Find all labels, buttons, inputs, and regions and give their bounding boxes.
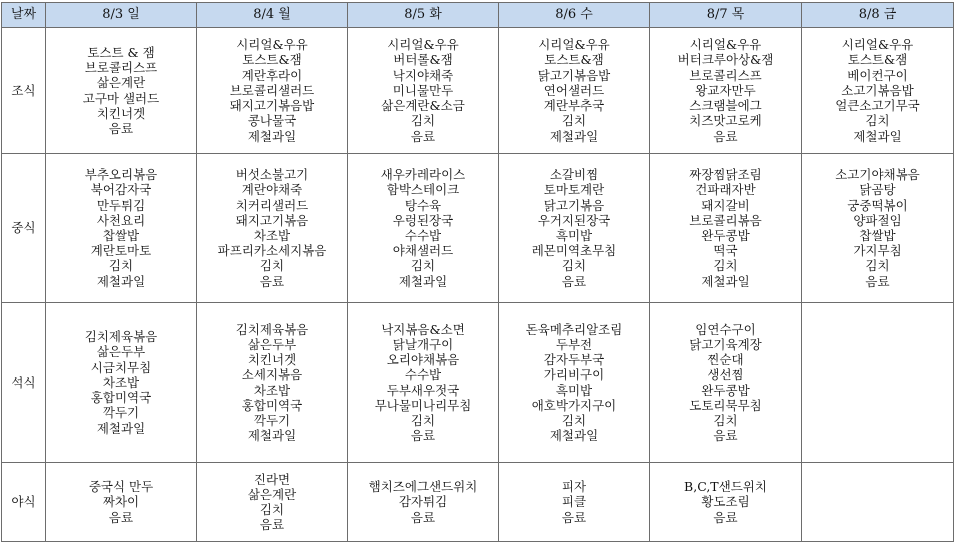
meal-row-lunch: [2, 154, 954, 303]
menu-item: 고구마 샐러드: [82, 90, 160, 106]
menu-item: 홍합미역국: [90, 390, 152, 406]
menu-item: 토스트&잼: [242, 52, 302, 68]
menu-item: 토스트&잼: [544, 52, 604, 68]
menu-cell: [46, 28, 197, 154]
menu-item: 차조밥: [102, 374, 140, 390]
menu-item: 김치: [865, 258, 890, 274]
menu-item: 깍두기: [102, 405, 140, 421]
menu-item: 치킨너겟: [247, 352, 297, 368]
menu-item: 김치: [108, 258, 134, 274]
menu-cell: [650, 463, 802, 542]
menu-item: 생선찜: [707, 367, 744, 383]
menu-item: 돼지갈비: [701, 197, 750, 213]
menu-item: 닭곰탕: [859, 182, 896, 198]
menu-item: 김치제육볶음: [84, 329, 158, 345]
menu-item: 베이컨구이: [847, 67, 908, 83]
menu-item: 음료: [713, 509, 738, 525]
menu-cell: [348, 154, 499, 303]
menu-cell: [197, 28, 348, 154]
day-header: 8/3 일: [46, 3, 197, 28]
menu-item: 음료: [713, 428, 738, 444]
meal-plan-table: [1, 2, 954, 542]
menu-cell: [650, 154, 802, 303]
menu-item: 소갈비찜: [549, 167, 599, 183]
menu-item: 차조밥: [253, 228, 291, 243]
menu-item: 우렁된장국: [392, 212, 454, 228]
meal-label: 중식: [2, 154, 46, 303]
menu-item: 제철과일: [549, 428, 599, 444]
menu-item: 탕수육: [404, 197, 442, 213]
menu-item: 흑미밥: [555, 382, 593, 398]
menu-item: 새우카레라이스: [380, 167, 466, 183]
menu-item: 우거지된장국: [537, 212, 611, 228]
menu-item: 김치제육볶음: [235, 321, 309, 337]
menu-item: 두부전: [555, 336, 593, 352]
menu-cell: [197, 463, 348, 542]
menu-item: 음료: [713, 128, 738, 144]
menu-item: 차조밥: [253, 382, 291, 398]
menu-item: 궁중떡볶이: [847, 197, 908, 213]
menu-item: 낙지야채죽: [392, 67, 454, 83]
menu-item: 치커리샐러드: [235, 197, 309, 213]
menu-item: 감자두부국: [543, 352, 605, 368]
menu-item: 찹쌀밥: [859, 228, 896, 243]
menu-cell: [46, 463, 197, 542]
menu-item: 햄치즈에그샌드위치: [368, 479, 478, 495]
menu-item: 김치: [561, 258, 587, 274]
menu-item: 닭고기볶음: [543, 197, 605, 213]
menu-cell: [348, 303, 499, 463]
menu-item: 음료: [108, 120, 134, 136]
menu-cell: [348, 463, 499, 542]
menu-item: 시리얼&우유: [538, 37, 610, 53]
menu-item: 삶은계란: [96, 75, 146, 91]
menu-cell: [499, 28, 650, 154]
menu-item: 임연수구이: [695, 321, 756, 337]
menu-item: 브로콜리볶음: [689, 212, 762, 228]
menu-item: 수수밥: [404, 367, 442, 383]
menu-item: 만두튀김: [96, 197, 146, 213]
menu-item: 닭고기볶음밥: [537, 67, 611, 83]
menu-item: 김치: [713, 258, 738, 274]
menu-item: 레몬미역초무침: [531, 243, 617, 259]
menu-item: 진라면: [253, 471, 291, 487]
menu-item: 제철과일: [549, 128, 599, 144]
menu-item: 제철과일: [247, 128, 297, 144]
menu-item: 짜장찜닭조림: [689, 167, 762, 183]
menu-cell: [802, 463, 954, 542]
day-header: 8/8 금: [802, 3, 954, 28]
menu-cell: [802, 28, 954, 154]
menu-item: 제철과일: [96, 420, 146, 436]
menu-cell: [197, 303, 348, 463]
menu-item: 토스트&잼: [847, 52, 908, 68]
menu-item: 건파래자반: [695, 182, 756, 198]
date-corner-header: 날짜: [2, 3, 46, 28]
meal-label: 조식: [2, 28, 46, 154]
header-row: [2, 3, 954, 28]
menu-item: 계란후라이: [241, 67, 303, 83]
menu-item: 음료: [410, 128, 436, 144]
menu-item: 시리얼&우유: [236, 37, 308, 53]
menu-cell: [499, 463, 650, 542]
menu-item: 음료: [259, 273, 285, 289]
menu-item: 제철과일: [853, 128, 902, 144]
menu-item: 도토리묵무침: [689, 397, 762, 413]
menu-item: 야채샐러드: [392, 243, 454, 259]
menu-item: 돼지고기볶음: [235, 212, 309, 228]
day-header: 8/4 월: [197, 3, 348, 28]
menu-item: 버터롤&잼: [393, 52, 453, 68]
menu-item: 삶은두부: [247, 336, 297, 352]
menu-item: 오리야채볶음: [386, 352, 460, 368]
menu-item: 음료: [108, 509, 134, 525]
menu-cell: [348, 28, 499, 154]
menu-item: 브로콜리스프: [84, 60, 158, 76]
menu-item: 김치: [561, 113, 587, 129]
menu-item: 돼지고기볶음밥: [229, 98, 315, 114]
meal-label: 석식: [2, 303, 46, 463]
menu-item: 삶은계란&소금: [381, 98, 465, 114]
menu-item: 치즈맛고로케: [689, 113, 762, 129]
menu-item: 양파절임: [853, 212, 902, 228]
menu-item: 완두콩밥: [701, 228, 750, 243]
menu-cell: [650, 28, 802, 154]
menu-item: 시리얼&우유: [387, 37, 459, 53]
menu-cell: [46, 303, 197, 463]
menu-item: 얼큰소고기무국: [835, 98, 920, 114]
menu-item: 김치: [865, 113, 890, 129]
menu-item: 가리비구이: [543, 367, 605, 383]
menu-item: 김치: [410, 258, 436, 274]
menu-item: 두부새우젓국: [386, 382, 460, 398]
day-header: 8/7 목: [650, 3, 802, 28]
menu-cell: [650, 303, 802, 463]
menu-cell: [46, 154, 197, 303]
menu-cell: [499, 154, 650, 303]
menu-item: 계란토마토: [90, 243, 152, 259]
day-header: 8/6 수: [499, 3, 650, 28]
menu-item: 흑미밥: [555, 228, 593, 243]
menu-item: B,C,T샌드위치: [684, 479, 767, 495]
menu-item: 김치: [410, 412, 436, 428]
meal-row-breakfast: [2, 28, 954, 154]
menu-item: 토마토계란: [543, 182, 605, 198]
menu-item: 짜차이: [102, 494, 140, 510]
menu-item: 제철과일: [398, 273, 448, 289]
menu-item: 중국식 만두: [88, 479, 154, 495]
menu-item: 음료: [410, 428, 436, 444]
menu-item: 애호박가지구이: [531, 397, 617, 413]
menu-item: 삶은계란: [247, 486, 297, 502]
menu-item: 김치: [259, 502, 285, 517]
menu-item: 무나물미나리무침: [374, 397, 472, 413]
menu-item: 소고기야채볶음: [835, 167, 920, 183]
day-header: 8/5 화: [348, 3, 499, 28]
menu-item: 낙지볶음&소면: [381, 321, 465, 337]
menu-item: 홍합미역국: [241, 397, 303, 413]
menu-item: 계란야채죽: [241, 182, 303, 198]
menu-item: 찹쌀밥: [102, 228, 140, 243]
menu-cell: [197, 154, 348, 303]
menu-item: 치킨너겟: [96, 105, 146, 121]
menu-cell: [499, 303, 650, 463]
menu-item: 브로콜리샐러드: [229, 82, 315, 98]
menu-item: 연어샐러드: [543, 82, 605, 98]
menu-item: 시리얼&우유: [689, 37, 762, 53]
menu-item: 음료: [561, 509, 587, 525]
menu-item: 삶은두부: [96, 344, 146, 360]
menu-item: 소세지볶음: [241, 367, 303, 383]
menu-item: 음료: [259, 517, 285, 533]
menu-item: 감자튀김: [398, 494, 448, 510]
menu-item: 스크램블에그: [689, 98, 762, 114]
menu-item: 피클: [561, 494, 587, 510]
meal-label: 야식: [2, 463, 46, 542]
menu-item: 돈육메추리알조림: [525, 321, 623, 337]
menu-item: 음료: [410, 509, 436, 525]
menu-item: 토스트 & 잼: [87, 44, 155, 60]
meal-row-dinner: [2, 303, 954, 463]
menu-item: 시금치무침: [90, 359, 152, 375]
menu-item: 피자: [561, 479, 587, 495]
menu-item: 김치: [410, 113, 436, 129]
menu-item: 가지무침: [853, 243, 902, 259]
menu-item: 제철과일: [96, 273, 146, 289]
menu-item: 계란부추국: [543, 98, 605, 114]
menu-cell: [802, 154, 954, 303]
menu-item: 깍두기: [253, 412, 291, 428]
menu-item: 브로콜리스프: [689, 67, 762, 83]
menu-item: 황도조림: [701, 494, 750, 510]
menu-item: 버터크루아상&잼: [677, 52, 774, 68]
menu-item: 제철과일: [701, 273, 750, 289]
menu-item: 수수밥: [404, 228, 442, 243]
menu-item: 미니물만두: [392, 82, 454, 98]
menu-item: 제철과일: [247, 428, 297, 444]
menu-item: 닭고기육계장: [689, 336, 762, 352]
menu-item: 버섯소불고기: [235, 167, 309, 183]
menu-item: 완두콩밥: [701, 382, 750, 398]
menu-item: 시리얼&우유: [841, 37, 914, 53]
menu-item: 사천요리: [96, 212, 146, 228]
menu-item: 떡국: [713, 243, 738, 259]
menu-item: 파프리카소세지볶음: [217, 243, 327, 259]
menu-item: 김치: [561, 412, 587, 428]
menu-item: 왕교자만두: [695, 82, 756, 98]
menu-item: 음료: [561, 273, 587, 289]
menu-item: 소고기볶음밥: [841, 82, 914, 98]
menu-item: 북어감자국: [90, 182, 152, 198]
menu-item: 김치: [259, 258, 285, 274]
menu-item: 부추오리볶음: [84, 167, 158, 183]
menu-item: 김치: [713, 412, 738, 428]
menu-cell: [802, 303, 954, 463]
menu-item: 찐순대: [707, 352, 744, 368]
meal-row-late-night: [2, 463, 954, 542]
menu-item: 함박스테이크: [386, 182, 460, 198]
menu-item: 콩나물국: [247, 113, 297, 129]
menu-item: 음료: [865, 273, 890, 289]
menu-item: 닭날개구이: [392, 336, 454, 352]
